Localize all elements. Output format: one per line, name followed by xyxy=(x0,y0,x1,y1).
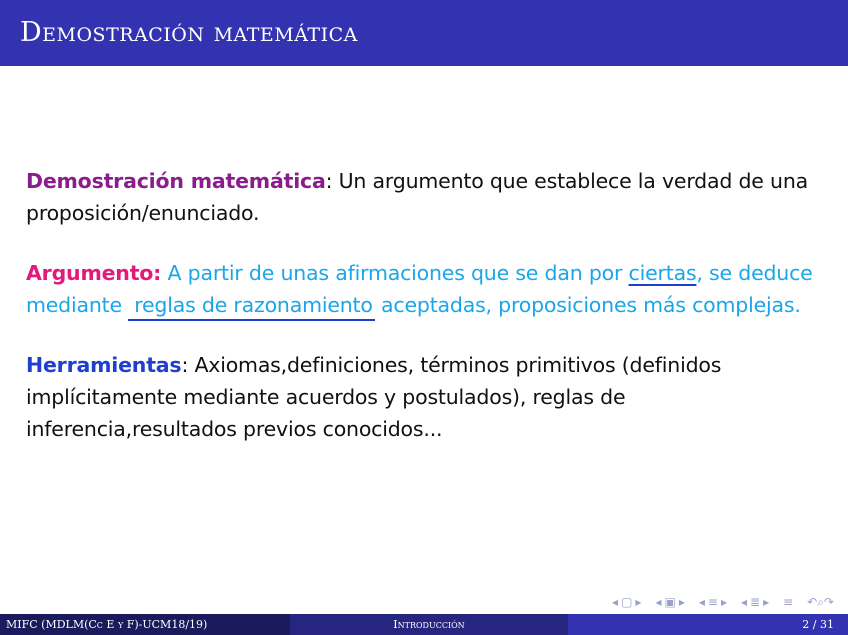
frame-icon[interactable]: ▢ xyxy=(621,595,633,609)
nav-left-arrow-icon[interactable]: ◂ xyxy=(655,595,662,609)
slide-content xyxy=(26,165,826,445)
document-icon[interactable]: ≣ xyxy=(750,595,761,609)
tools-paragraph xyxy=(26,349,826,445)
nav-frame-group xyxy=(612,595,641,609)
tools-text: : Axiomas,definiciones, términos primitivos (definidos implícitamente mediante acuerdos y postulados), reglas de inferencia,resultados previos conocidos... xyxy=(26,353,722,441)
underlined-ciertas: ciertas xyxy=(628,261,697,285)
appendix-icon[interactable]: ≡ xyxy=(783,595,794,609)
tools-term: Herramientas xyxy=(26,353,182,377)
nav-subsection-group xyxy=(655,595,684,609)
footer-author: MIFC (MDLM(Cc E y F)-UCM18/19) xyxy=(0,614,290,635)
subsection-icon[interactable]: ▣ xyxy=(664,595,676,609)
definition-text: : Un argumento que establece la verdad de una proposición/enunciado. xyxy=(26,169,808,225)
nav-left-arrow-icon[interactable]: ◂ xyxy=(698,595,705,609)
nav-right-arrow-icon[interactable]: ▸ xyxy=(678,595,685,609)
underlined-reglas: reglas de razonamiento xyxy=(128,293,375,321)
beamer-navigation-bar xyxy=(612,594,834,610)
search-zoom-icon[interactable]: ↶⌕↷ xyxy=(807,595,834,609)
definition-term: Demostración matemática xyxy=(26,169,326,193)
argument-text-2: , se deduce mediante xyxy=(26,261,813,317)
nav-section-group xyxy=(699,595,727,609)
nav-left-arrow-icon[interactable]: ◂ xyxy=(740,595,747,609)
footer-page-number: 2 / 31 xyxy=(568,614,848,635)
section-icon[interactable]: ≡ xyxy=(707,595,718,609)
nav-doc-group xyxy=(741,595,769,609)
nav-right-arrow-icon[interactable]: ▸ xyxy=(635,595,642,609)
nav-right-arrow-icon[interactable]: ▸ xyxy=(720,595,727,609)
argument-paragraph xyxy=(26,257,826,321)
footer-section: Introducción xyxy=(290,614,568,635)
footer-bar xyxy=(0,614,848,635)
argument-term: Argumento: xyxy=(26,261,162,285)
argument-text-1: A partir de unas afirmaciones que se dan por xyxy=(161,261,629,285)
title-bar xyxy=(0,0,848,66)
slide-title: Demostración matemática xyxy=(20,17,358,48)
definition-paragraph xyxy=(26,165,826,229)
nav-left-arrow-icon[interactable]: ◂ xyxy=(612,595,619,609)
nav-right-arrow-icon[interactable]: ▸ xyxy=(763,595,770,609)
argument-text-3: aceptadas, proposiciones más complejas. xyxy=(374,293,801,317)
